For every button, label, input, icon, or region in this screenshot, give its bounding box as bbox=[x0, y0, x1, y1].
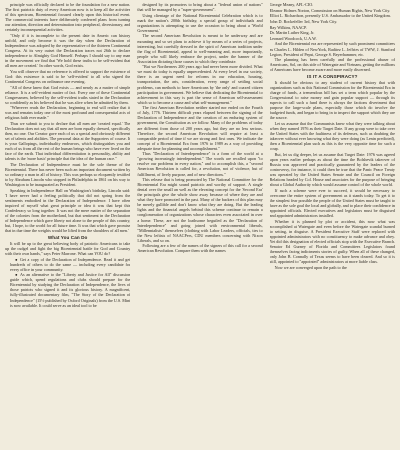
paragraph: The Declaration of Independence must be the sole theme of the Bicentennial. There has never been such an important document written by so ordinary a man in all of history. This was perhaps so eloquently testified to by Abraham Lincoln who stopped in Philadelphia in 1861 on his way to Washington to be inaugurated as President. bbox=[5, 162, 131, 188]
paragraph: And the Bicentennial era are represented by such prominent committees as Charles L. Hilden of NewYork, Raditez L. Jeffries of TWW, J. Stanford Legion, President of Pepsi, George S. Beyerhammer, etc. bbox=[269, 41, 395, 57]
paragraph: It should be obvious to any student of current history that with organizations such as this National Commission for the Bicentennial Era in charge of funds, a tremendous bill has set a term which popular by the Congressional to raise money and gain popular support — through its aspects to call such a fund there is always the factions divertment that purpose the large-scale plans, especially those which do involve the budgeted funds, and began to bring in to inspect the support which they are the source. bbox=[269, 79, 395, 121]
bullet-text: As an alternative to the "Liberty and Justice for All" discussion guide which, spend regulations and clubs should prepare for the Bicentennial by studying the Declaration of Independence, the lives of those patriots who signed it and its glorious history. A magnificent, fully-illustrated documentary film, "The Story of the Declaration of Independence" (15½ published by Oxford Originals) from the U.S. Mint is now available. It could serve as an ideal tool to be bbox=[10, 272, 131, 308]
bullet-icon: ● bbox=[15, 272, 18, 278]
paragraph: You will observe that no reference is offered to support the existence of God: this existence is said to be 'self-evident' to all who signed the Continental Congress on ordinance one evening. bbox=[5, 68, 131, 84]
paragraph: Using clientage of the National Bicentennial Celebration which is to mark the nation's 200th birthday, a special group of individuals and organizations is attempting to use the occasion to bring about a 'World Government.' bbox=[137, 12, 263, 33]
signer-name: Dr. Martin Luther King, Jr. bbox=[269, 30, 315, 36]
paragraph: Whether it is planned by plot or accident, this now what was accomplished at Watergate and even before the Watergate scandal burned to setting, in disguise. A President Executive Staff were replaced with appointed administrators with no constituency to make advance and obey. Yet did this designation of elected officials stop with the Executive Branch. Senator Ed Gurney of Florida and Committees Legislators found themselves facing indictments stories of guilty. When all of these changed, only John B. Connally of Texas seems to have been cleared. And so it is still, appointed to "appointed" administrators at more liable class. bbox=[269, 218, 395, 264]
paragraph: The first American Revolution neither started nor ended on the Fourth of July, 1776. Thirteen difficult years elapsed between the signing of the Declaration of Independence and the creation of an enduring system of government, the Constitution as we follow. Many of the problems of today are different from those of 200 years ago, but they are no less serious. Therefore, the second American Revolution will require at least a comparable period of time if we are strong and first ones. We indicate the concept of a Bicentennial Era from 1976 to 1989 as a way of providing adequate time for planning and accomplishment." bbox=[137, 105, 263, 151]
paragraph: designed by its promoters to bring about a "federal union of nations" that will be managed by a "super-government". bbox=[137, 2, 263, 13]
signer-name: John D. Rockefeller 3rd, New York City. bbox=[269, 18, 338, 24]
signer-name: George Meany, AFL-CIO. bbox=[269, 2, 314, 7]
paragraph: Thus "Declaration of Interdependence" is a form of the world at a "growing increasingly interdependent." The words are recalled upon "to resolve our problems in every nation," and to accomplish this, a "second American Revolution is called for, a revolution, not of violence, but of fulfillment, of lively purpose, and of new directions." bbox=[137, 151, 263, 177]
paragraph: Thus we submit to you to declare that all men are 'created equal.' The Declaration does not say that all men are born equally dressed, specifically then, no one. Our Creator gave each of us a special and obviously different set of talents and abilities. The personal data at the Supporters of course. It is your Gallopings, individuality endeavors, which distinguishes you and each of us from all the rest of the human beings who have ever lived on the face of the earth. That individual differentiation is personality, ability and talents is the 'more basic' principle that the idea of the human race." bbox=[5, 121, 131, 162]
signer-name: Eleanor Holmes Norton, Commission on Human Rights, New York City. bbox=[269, 7, 391, 13]
column-2 bbox=[137, 2, 262, 450]
paragraph: "Wherever reads the Declaration, beginning to end will realize that it was and remains today one of the most profound and consequential acts of religious faith ever made." bbox=[5, 105, 131, 121]
paragraph: Speaking in Independence Hall on Washington's birthday, Lincoln said: 'I have never had a feeling politically that did not spring from the sentiments embodied in the Declaration of Independence. I have often inquired of myself what great principle or idea it was that kept this Confederacy so long together. It was not the mere matter of the separation of the colonies from the motherland, but that sentiment in the Declaration of Independence which gave liberty not alone to the people of this country, but, I hope, to the world for all future time. It was that which gave promise that in due time the weights would be lifted from the shoulders of all men.' bbox=[5, 187, 131, 234]
paragraph: "Only if it is incomplete to the present date in Americ can history unfold, and only become it was the day when the Declaration of Independence was adopted by the representative of the thirteen Continental Congress. At its very outset the Declaration traces not 26th to declare independence to Almighty God Himself. Perhaps I should say to any man in the movement we find that 'We hold these truths to be self-evident that all men are created.' In other words, God exists. bbox=[5, 32, 131, 69]
paragraph: But, let us dig deeper, let us assume that Target Date: 1976 was agreed upon years earlier perhaps as about the time the Bolshevik takeover of Russia was approved and practically guaranteed by the leaders of the controversy, for instance, it could then be true that the Panic Peace Treaty was operated by the United States Senate and the Council on Foreign Relations headed by Col. House and associates for the purpose of bringing about a Global Authority which would assume control of the whole world. bbox=[269, 151, 395, 188]
paragraph: If such a scheme were ever to succeed, it would be necessary to overcome the entire system of government as it stands today. To get it to the simplest fear possible the people of the United States must be taught to have as the sole goal the local and globally, and to place their confidence in appointed officials. Elected executives and legislators must be disguised and appointed administrators installed. bbox=[269, 187, 395, 218]
paragraph: It will be up to the great believing body of patriotic Americans to take up the cudgel and fight the big Bicentennial battle for God and Country with their own hands," says Peter Marrone. What can YOU do? bbox=[5, 240, 131, 256]
column-3 bbox=[270, 2, 395, 450]
signer-name: Elliot L. Richardson, presently U.S. Ambassador to the United Kingdom. bbox=[269, 13, 391, 19]
paragraph: The second American Revolution is meant to be underway and are mounting and so set plans to achieve it by means of a series of projects, interesting, but carefully dressed in the spirit of American tradition under the flag of Bicentennial, appeal to well-meaning and, more importantly, people who will likely embrace the project, under the banner of the Association dictating those causes to which they contribute. bbox=[137, 33, 263, 64]
bullet-icon: ● bbox=[15, 256, 18, 262]
signer-name: Ray Wilkins, NAACP. bbox=[269, 24, 307, 30]
column-1 bbox=[5, 2, 130, 450]
paragraph: Now we are converged upon the path to the bbox=[274, 264, 347, 270]
signer-name: Leonard Woodcock, U.A.W. bbox=[269, 35, 317, 41]
section-heading: IS IT A CONSPIRACY? bbox=[307, 73, 358, 79]
paragraph: Following are a few of the names of the signers of this call for a second American Revolution. Compare them with the names bbox=[137, 243, 263, 254]
bullet-item bbox=[5, 272, 130, 307]
section-heading: What You Can Do bbox=[47, 234, 88, 240]
paragraph: The planning has been carefully and the professional abuser of Americans, Sol, on this side of Watergate and Vietnam, getting the millions of Americans have become aware and more easily discerned. bbox=[269, 57, 395, 73]
paragraph: This release that is being promoted by The National Committee for the Bicentennial Era might sound patriotic and worthy of support. A single denial over the small an well as the elevating concept for the 'Second Era' the principals give the whole show away because of where they are and what they have promoted in the past. Many of the backers of this plan may be merely gullible and don't know what they are doing. But the leading lights and the financial angels behind this scheme continue to remain a conglomeration of organizations whose characters even associated in over a home. These, are not the loathsome beguiled as the "Declaration of Interdependence" and going joined with environmental liberals, "Millennialists" themselves (clothing with Labor Leaders, officials, ties to the New leftists of NAACPers, CDU members concerning with Nixon Liberals, and so on. bbox=[137, 177, 263, 243]
bullet-item bbox=[5, 257, 130, 272]
paragraph: "All of these knew that God exists — and nearly as a matter of simple reliance. It is a self-evident matter of fact. Every one of these Continental Congressmen, believed by the self-evident truths stated in the Declaration so confidently as his believed that he was alive when he admitted by them. bbox=[5, 84, 131, 105]
paragraph: principle was officially declared to be the foundation for a new nation. The first patriotic duty of every American now is to keep all the activities of this spectrum, Bicentennial focused clearly upon this historical event. The commercial interests have deliberately conferred plans from turning our attention, direction and determination into peripheral, diversionary, and certainly inconsequential activities. bbox=[5, 2, 131, 33]
paragraph: "But we Northerners 200 years ago had never been more divided. What we must do today is equally unprecedented. At every level in our society, there is an urgent need for reforms in our education, housing, transportation, the arts, consideration, every range of settling social problems, can methods to have Americans by 'the only' and coaxed citizen participation in government. We believe that dedicating the Bicentennial to achievement in this way is part the sense of American self-assessment which so to become a cause and what self-management." bbox=[137, 64, 263, 105]
paragraph: Let us assume that the Communists knew what they were talking about when they named 1976 as their Target Date. If any group were to take over the United States with the faultiness of its defenses, such as doubting the takeover without ever knowing what they were doing (as Lenin predicted), then a Bicentennial plan such as this is the very opposite time for such a coup. bbox=[269, 120, 395, 152]
bullet-text: Get a copy of the Declaration of Independence. Read it and get hundreds of others to do the same — including every candidate for every office in your community. bbox=[10, 256, 131, 272]
